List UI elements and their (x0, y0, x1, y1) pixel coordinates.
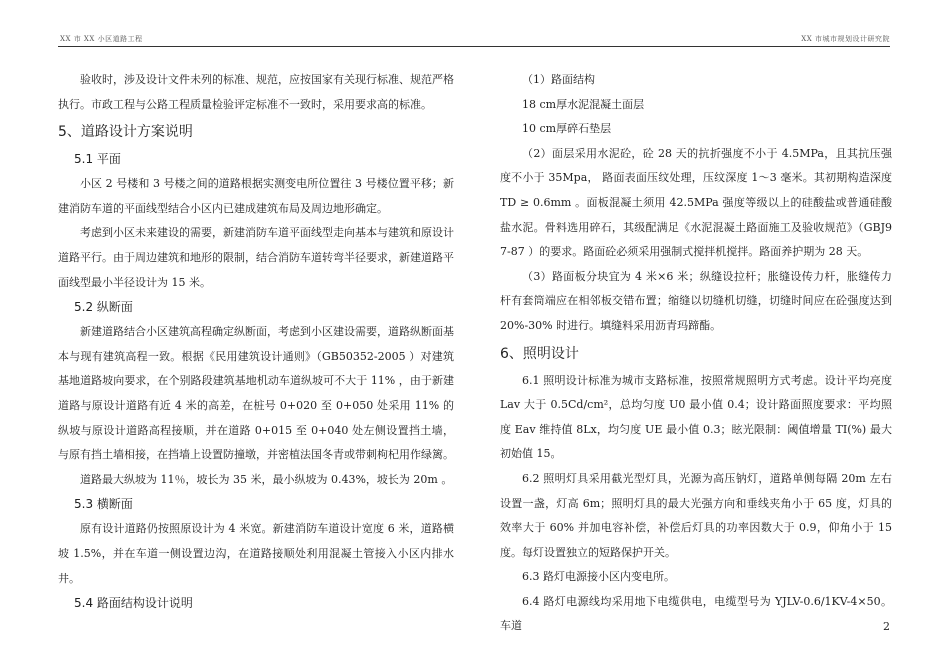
section-5-1-paragraph-a: 小区 2 号楼和 3 号楼之间的道路根据实测变电所位置往 3 号楼位置平移；新建消防车道的平面线型结合小区内已建成建筑布局及周边地形确定。 (58, 177, 454, 215)
section-5-2-paragraph-a: 新建道路结合小区建筑高程确定纵断面，考虑到小区建设需要，道路纵断面基本与现有建筑高程一致。根据《民用建筑设计通则》（GB50352-2005 ）对建筑基地道路坡向要求，在个别路段建筑基地机动车道纵坡可不大于 11% ，由于新建道路与原设计道路有近 4 米的高差，在桩号 0+020 至 0+050 处采用 11% 的纵坡与原设计道路高程接顺，并在道路 0+015 至 0+040 处左侧设置挡土墙，与原有挡土墙相接，在挡墙上设置防撞墩，并密植法国冬青或带刺枸杞用作绿篱。 (58, 325, 454, 462)
header-left-title: XX 市 XX 小区道路工程 (60, 35, 143, 43)
section-5-4-heading: 5.4 路面结构设计说明 (74, 596, 193, 611)
intro-paragraph: 验收时，涉及设计文件未列的标准、规范，应按国家有关现行标准、规范严格执行。市政工程与公路工程质量检验评定标准不一致时，采用要求高的标准。 (58, 73, 454, 111)
section-5-3-paragraph: 原有设计道路仍按照原设计为 4 米宽。新建消防车道设计宽度 6 米，道路横坡 1.5%，并在车道一侧设置边沟，在道路接顺处利用混凝土管接入小区内排水井。 (58, 522, 454, 585)
section-6-1-paragraph: 6.1 照明设计标准为城市支路标准，按照常规照明方式考虑。设计平均亮度 Lav 大于 0.5Cd/cm²，总均匀度 U0 最小值 0.4；设计路面照度要求：平均照度 Eav 维持值 8Lx，均匀度 UE 最小值 0.3；眩光限制：阈值增量 TI(%) 最大初始值 15。 (500, 373, 892, 461)
section-5-heading: 5、道路设计方案说明 (58, 124, 193, 141)
page-number: 2 (883, 620, 890, 633)
left-column (58, 68, 454, 616)
header-right-institute: XX 市城市规划设计研究院 (801, 35, 890, 43)
pavement-structure-label: （1）路面结构 (522, 73, 595, 86)
section-5-2-paragraph-b: 道路最大纵坡为 11％，坡长为 35 米，最小纵坡为 0.43%，坡长为 20m 。 (80, 472, 453, 486)
pavement-layer-gravel: 10 cm厚碎石垫层 (522, 122, 612, 136)
right-column (500, 68, 892, 639)
pavement-surface-paragraph: （2）面层采用水泥砼，砼 28 天的抗折强度不小于 4.5MPa，且其抗压强度不小于 35Mpa， 路面表面压纹处理，压纹深度 1～3 毫米。其初期构造深度 TD ≥ 0.6mm 。面板混凝土须用 42.5MPa 强度等级以上的硅酸盐或普通硅酸盐水泥。骨料选用碎石，其级配满足《水泥混凝土路面施工及验收规范》（GBJ97-87 ）的要求。路面砼必须采用强制式搅拌机搅拌。路面养护期为 28 天。 (500, 146, 892, 259)
section-5-2-heading: 5.2 纵断面 (74, 300, 133, 315)
section-5-1-paragraph-b: 考虑到小区未来建设的需要，新建消防车道平面线型走向基本与建筑和原设计道路平行。由于周边建筑和地形的限制，结合消防车道转弯半径要求，新建道路平面线型最小半径设计为 15 米。 (58, 226, 454, 289)
header-divider (58, 46, 890, 47)
pavement-layer-concrete: 18 cm厚水泥混凝土面层 (522, 97, 645, 111)
section-6-4-paragraph: 6.4 路灯电源线均采用地下电缆供电，电缆型号为 YJLV-0.6/1KV-4×50。车道 (500, 594, 892, 633)
section-6-2-paragraph: 6.2 照明灯具采用截光型灯具，光源为高压钠灯，道路单侧每隔 20m 左右设置一盏，灯高 6m；照明灯具的最大光强方向和垂线夹角小于 65 度，灯具的效率大于 60% 并加电容补偿，补偿后灯具的功率因数大于 0.9，仰角小于 15 度。每灯设置独立的短路保护开关。 (500, 471, 892, 559)
pavement-joint-paragraph: （3）路面板分块宜为 4 米×6 米；纵缝设拉杆；胀缝设传力杆，胀缝传力杆有套筒端应在相邻板交错布置；缩缝以切缝机切缝，切缝时间应在砼强度达到 20%-30% 时进行。填缝料采用沥青玛蹄酯。 (500, 269, 892, 332)
section-6-heading: 6、照明设计 (500, 345, 579, 362)
section-5-3-heading: 5.3 横断面 (74, 497, 133, 512)
section-6-3-paragraph: 6.3 路灯电源接小区内变电所。 (522, 570, 675, 584)
section-5-1-heading: 5.1 平面 (74, 152, 121, 167)
